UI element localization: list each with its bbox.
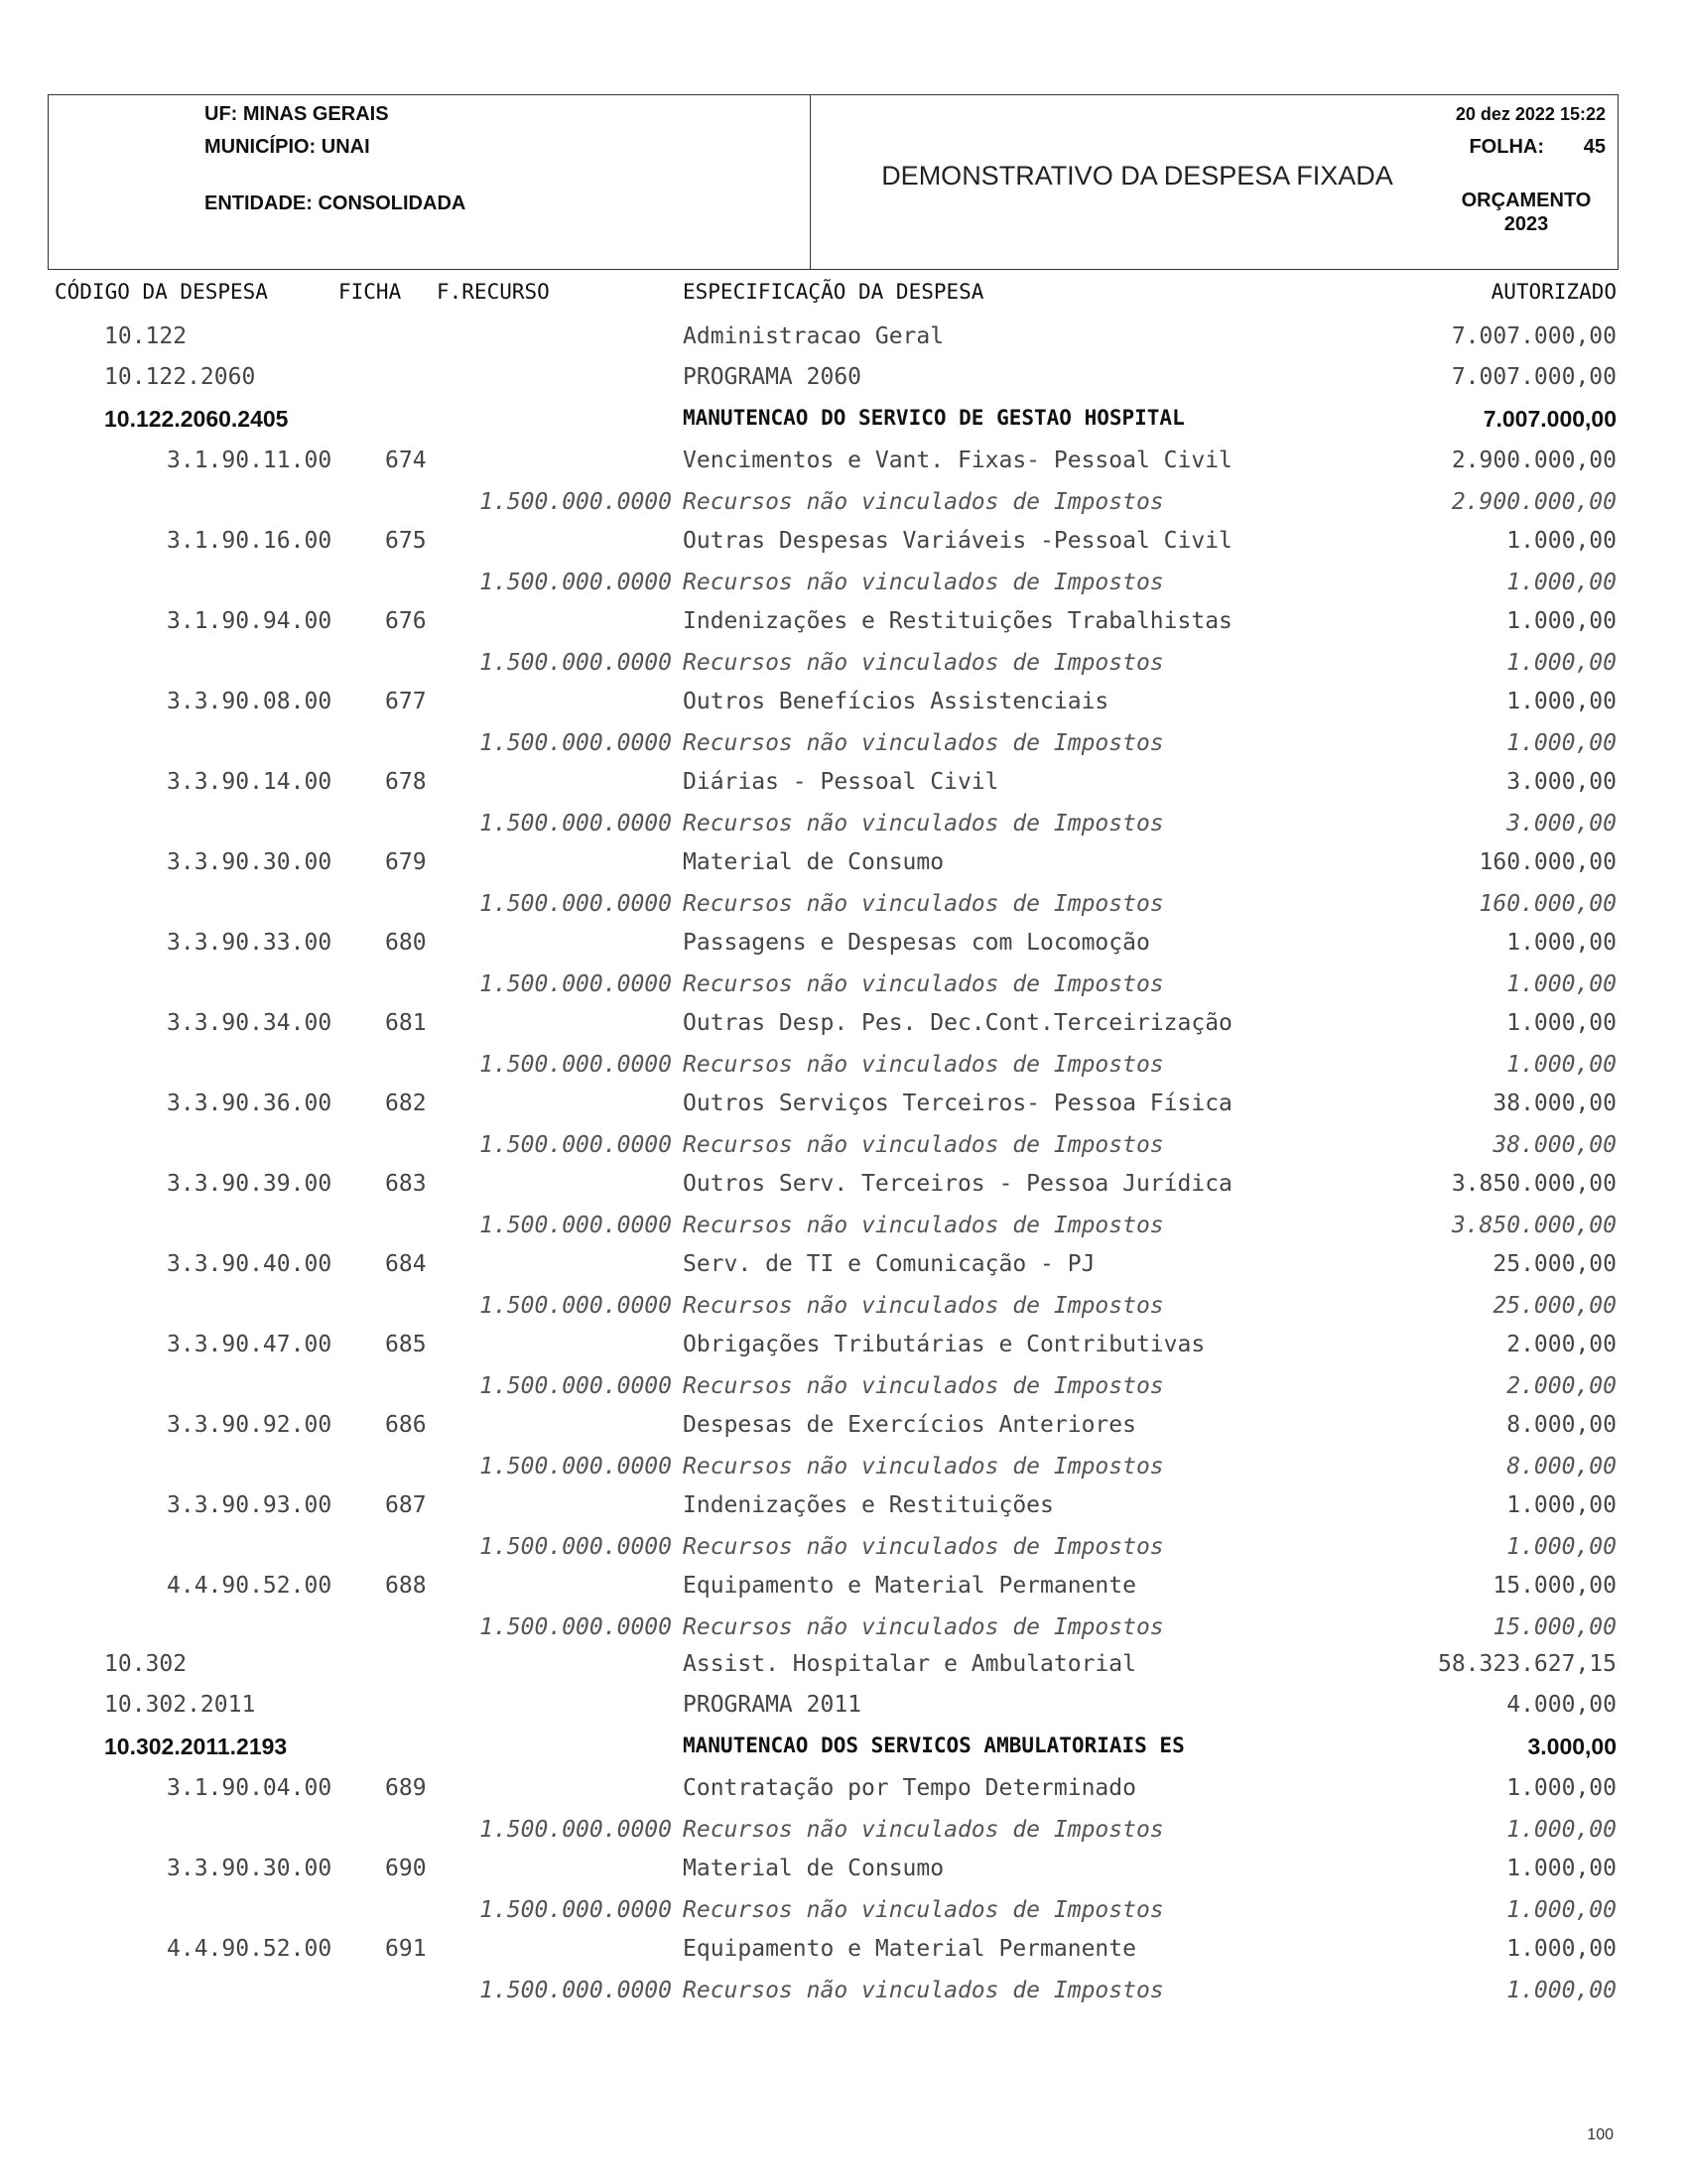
ficha-number: 674 [385,448,427,473]
element-code: 3.3.90.08.00 [167,689,332,714]
ficha-number: 691 [385,1936,427,1962]
ficha-number: 678 [385,769,427,795]
expense-item-row [0,1856,1688,1893]
expense-description: Recursos não vinculados de Impostos [683,570,1164,595]
col-autorizado: AUTORIZADO [1491,280,1617,304]
resource-row [0,1293,1688,1331]
element-code: 4.4.90.52.00 [167,1573,332,1599]
authorized-value: 15.000,00 [1493,1573,1617,1599]
expense-description: MANUTENCAO DO SERVICO DE GESTAO HOSPITAL [683,406,1185,430]
ficha-number: 680 [385,930,427,956]
expense-description: Recursos não vinculados de Impostos [683,1978,1164,2003]
resource-row [0,971,1688,1009]
resource-row [0,489,1688,527]
resource-row [0,730,1688,768]
expense-description: Diárias - Pessoal Civil [683,769,999,795]
ficha-number: 688 [385,1573,427,1599]
element-code: 3.3.90.47.00 [167,1332,332,1357]
ficha-number: 681 [385,1010,427,1036]
expense-description: Outros Serv. Terceiros - Pessoa Jurídica [683,1171,1233,1197]
resource-code: 1.500.000.0000 [479,570,672,595]
expense-description: Passagens e Despesas com Locomoção [683,930,1150,956]
expense-description: Recursos não vinculados de Impostos [683,1373,1164,1399]
expense-description: Recursos não vinculados de Impostos [683,1897,1164,1923]
expense-description: Indenizações e Restituições Trabalhistas [683,608,1233,634]
element-code: 3.3.90.93.00 [167,1492,332,1518]
col-ficha: FICHA [338,280,402,304]
col-especificacao: ESPECIFICAÇÃO DA DESPESA [683,280,984,304]
expense-description: Equipamento e Material Permanente [683,1936,1136,1962]
expense-item-row [0,1573,1688,1610]
element-code: 3.3.90.40.00 [167,1251,332,1277]
element-code: 3.3.90.34.00 [167,1010,332,1036]
expense-description: Material de Consumo [683,849,945,875]
expense-description: MANUTENCAO DOS SERVICOS AMBULATORIAIS ES [683,1734,1185,1757]
expense-description: Assist. Hospitalar e Ambulatorial [683,1651,1136,1677]
resource-code: 1.500.000.0000 [479,650,672,676]
expense-item-row [0,1492,1688,1530]
resource-row [0,650,1688,688]
authorized-value: 38.000,00 [1493,1091,1617,1116]
expense-code: 10.302 [104,1651,188,1677]
authorized-value: 1.000,00 [1506,1534,1617,1560]
authorized-value: 7.007.000,00 [1451,323,1617,349]
expense-group-row [0,323,1688,361]
expense-item-row [0,1091,1688,1128]
report-title: DEMONSTRATIVO DA DESPESA FIXADA [881,161,1393,191]
authorized-value: 1.000,00 [1506,570,1617,595]
ficha-number: 679 [385,849,427,875]
resource-row [0,1052,1688,1090]
expense-description: Outros Serviços Terceiros- Pessoa Física [683,1091,1233,1116]
ficha-number: 676 [385,608,427,634]
resource-row [0,1614,1688,1652]
entidade-label: ENTIDADE: CONSOLIDADA [204,193,466,214]
expense-description: Despesas de Exercícios Anteriores [683,1412,1136,1438]
expense-group-row [0,1734,1688,1771]
resource-code: 1.500.000.0000 [479,811,672,836]
authorized-value: 3.850.000,00 [1451,1171,1617,1197]
expense-description: Recursos não vinculados de Impostos [683,891,1164,917]
expense-description: Vencimentos e Vant. Fixas- Pessoal Civil [683,448,1233,473]
element-code: 3.1.90.04.00 [167,1775,332,1801]
resource-code: 1.500.000.0000 [479,1614,672,1640]
resource-row [0,891,1688,929]
authorized-value: 1.000,00 [1506,1817,1617,1843]
resource-code: 1.500.000.0000 [479,971,672,997]
authorized-value: 3.000,00 [1506,769,1617,795]
page-number: 100 [1587,2126,1614,2143]
authorized-value: 1.000,00 [1506,971,1617,997]
folha-number: 45 [1583,136,1606,158]
orcamento-label: ORÇAMENTO [1461,190,1592,211]
authorized-value: 1.000,00 [1506,1052,1617,1078]
authorized-value: 4.000,00 [1506,1692,1617,1718]
col-codigo: CÓDIGO DA DESPESA [55,280,268,304]
expense-description: Serv. de TI e Comunicação - PJ [683,1251,1096,1277]
resource-code: 1.500.000.0000 [479,730,672,756]
authorized-value: 25.000,00 [1493,1251,1617,1277]
expense-description: PROGRAMA 2011 [683,1692,862,1718]
element-code: 3.3.90.33.00 [167,930,332,956]
expense-description: Outras Desp. Pes. Dec.Cont.Terceirização [683,1010,1233,1036]
ficha-number: 677 [385,689,427,714]
expense-description: Equipamento e Material Permanente [683,1573,1136,1599]
action-code: 10.122.2060.2405 [104,406,289,432]
ficha-number: 675 [385,528,427,554]
expense-group-row [0,364,1688,402]
authorized-value: 38.000,00 [1493,1132,1617,1158]
authorized-value: 1.000,00 [1506,930,1617,956]
authorized-value: 7.007.000,00 [1451,364,1617,390]
authorized-value: 1.000,00 [1506,650,1617,676]
authorized-value: 1.000,00 [1506,1978,1617,2003]
expense-item-row [0,1171,1688,1209]
element-code: 3.3.90.36.00 [167,1091,332,1116]
action-code: 10.302.2011.2193 [104,1734,288,1759]
authorized-value: 15.000,00 [1493,1614,1617,1640]
expense-description: Recursos não vinculados de Impostos [683,971,1164,997]
expense-description: Recursos não vinculados de Impostos [683,1293,1164,1319]
authorized-value: 2.900.000,00 [1451,448,1617,473]
expense-description: Material de Consumo [683,1856,945,1881]
authorized-value: 1.000,00 [1506,528,1617,554]
expense-item-row [0,528,1688,566]
expense-description: Recursos não vinculados de Impostos [683,1213,1164,1238]
resource-code: 1.500.000.0000 [479,1897,672,1923]
authorized-value: 1.000,00 [1506,1856,1617,1881]
resource-row [0,1213,1688,1250]
ficha-number: 687 [385,1492,427,1518]
resource-row [0,811,1688,848]
element-code: 3.3.90.30.00 [167,1856,332,1881]
authorized-value: 3.000,00 [1527,1734,1617,1759]
expense-group-row [0,406,1688,444]
expense-description: Recursos não vinculados de Impostos [683,1614,1164,1640]
resource-code: 1.500.000.0000 [479,891,672,917]
expense-group-row [0,1692,1688,1730]
expense-item-row [0,448,1688,485]
authorized-value: 8.000,00 [1506,1454,1617,1479]
expense-code: 10.302.2011 [104,1692,256,1718]
ficha-number: 685 [385,1332,427,1357]
element-code: 4.4.90.52.00 [167,1936,332,1962]
expense-description: Recursos não vinculados de Impostos [683,1817,1164,1843]
authorized-value: 1.000,00 [1506,689,1617,714]
expense-description: Recursos não vinculados de Impostos [683,730,1164,756]
expense-description: Recursos não vinculados de Impostos [683,1052,1164,1078]
uf-label: UF: MINAS GERAIS [204,103,389,125]
authorized-value: 3.850.000,00 [1451,1213,1617,1238]
resource-row [0,1817,1688,1855]
authorized-value: 160.000,00 [1479,849,1617,875]
authorized-value: 2.900.000,00 [1451,489,1617,515]
resource-code: 1.500.000.0000 [479,1978,672,2003]
authorized-value: 1.000,00 [1506,1775,1617,1801]
resource-row [0,1978,1688,2015]
authorized-value: 25.000,00 [1493,1293,1617,1319]
report-header [48,94,1619,270]
expense-description: PROGRAMA 2060 [683,364,862,390]
resource-row [0,1132,1688,1170]
resource-code: 1.500.000.0000 [479,1293,672,1319]
ficha-number: 689 [385,1775,427,1801]
authorized-value: 1.000,00 [1506,608,1617,634]
expense-description: Indenizações e Restituições [683,1492,1054,1518]
expense-item-row [0,1936,1688,1974]
authorized-value: 1.000,00 [1506,1936,1617,1962]
authorized-value: 8.000,00 [1506,1412,1617,1438]
expense-group-row [0,1651,1688,1689]
expense-description: Recursos não vinculados de Impostos [683,1132,1164,1158]
expense-description: Administracao Geral [683,323,945,349]
element-code: 3.1.90.16.00 [167,528,332,554]
authorized-value: 7.007.000,00 [1483,406,1617,432]
ficha-number: 684 [385,1251,427,1277]
element-code: 3.1.90.94.00 [167,608,332,634]
element-code: 3.1.90.11.00 [167,448,332,473]
authorized-value: 3.000,00 [1506,811,1617,836]
expense-description: Outras Despesas Variáveis -Pessoal Civil [683,528,1233,554]
expense-item-row [0,1251,1688,1289]
orcamento-year: 2023 [1503,213,1549,235]
authorized-value: 160.000,00 [1479,891,1617,917]
element-code: 3.3.90.14.00 [167,769,332,795]
expense-description: Obrigações Tributárias e Contributivas [683,1332,1206,1357]
expense-description: Recursos não vinculados de Impostos [683,1454,1164,1479]
resource-row [0,1373,1688,1411]
resource-code: 1.500.000.0000 [479,1373,672,1399]
expense-item-row [0,1412,1688,1450]
ficha-number: 682 [385,1091,427,1116]
ficha-number: 690 [385,1856,427,1881]
element-code: 3.3.90.39.00 [167,1171,332,1197]
expense-item-row [0,849,1688,887]
authorized-value: 1.000,00 [1506,1492,1617,1518]
authorized-value: 2.000,00 [1506,1332,1617,1357]
municipio-label: MUNICÍPIO: UNAI [204,136,370,158]
element-code: 3.3.90.92.00 [167,1412,332,1438]
expense-item-row [0,1332,1688,1369]
ficha-number: 683 [385,1171,427,1197]
expense-description: Outros Benefícios Assistenciais [683,689,1109,714]
expense-item-row [0,930,1688,967]
expense-code: 10.122.2060 [104,364,256,390]
resource-row [0,1454,1688,1491]
expense-description: Recursos não vinculados de Impostos [683,489,1164,515]
resource-code: 1.500.000.0000 [479,1454,672,1479]
expense-item-row [0,689,1688,726]
expense-description: Contratação por Tempo Determinado [683,1775,1136,1801]
resource-code: 1.500.000.0000 [479,1132,672,1158]
resource-row [0,1534,1688,1572]
col-frecurso: F.RECURSO [437,280,550,304]
expense-description: Recursos não vinculados de Impostos [683,811,1164,836]
resource-code: 1.500.000.0000 [479,1213,672,1238]
element-code: 3.3.90.30.00 [167,849,332,875]
expense-item-row [0,1775,1688,1813]
expense-item-row [0,769,1688,807]
resource-code: 1.500.000.0000 [479,1534,672,1560]
expense-item-row [0,1010,1688,1048]
resource-row [0,1897,1688,1935]
expense-description: Recursos não vinculados de Impostos [683,1534,1164,1560]
expense-item-row [0,608,1688,646]
resource-code: 1.500.000.0000 [479,489,672,515]
report-datetime: 20 dez 2022 15:22 [1455,104,1606,124]
expense-description: Recursos não vinculados de Impostos [683,650,1164,676]
ficha-number: 686 [385,1412,427,1438]
authorized-value: 58.323.627,15 [1437,1651,1617,1677]
authorized-value: 1.000,00 [1506,1010,1617,1036]
authorized-value: 1.000,00 [1506,1897,1617,1923]
resource-row [0,570,1688,607]
resource-code: 1.500.000.0000 [479,1817,672,1843]
authorized-value: 1.000,00 [1506,730,1617,756]
folha-label: FOLHA: [1469,136,1544,158]
authorized-value: 2.000,00 [1506,1373,1617,1399]
resource-code: 1.500.000.0000 [479,1052,672,1078]
expense-code: 10.122 [104,323,188,349]
